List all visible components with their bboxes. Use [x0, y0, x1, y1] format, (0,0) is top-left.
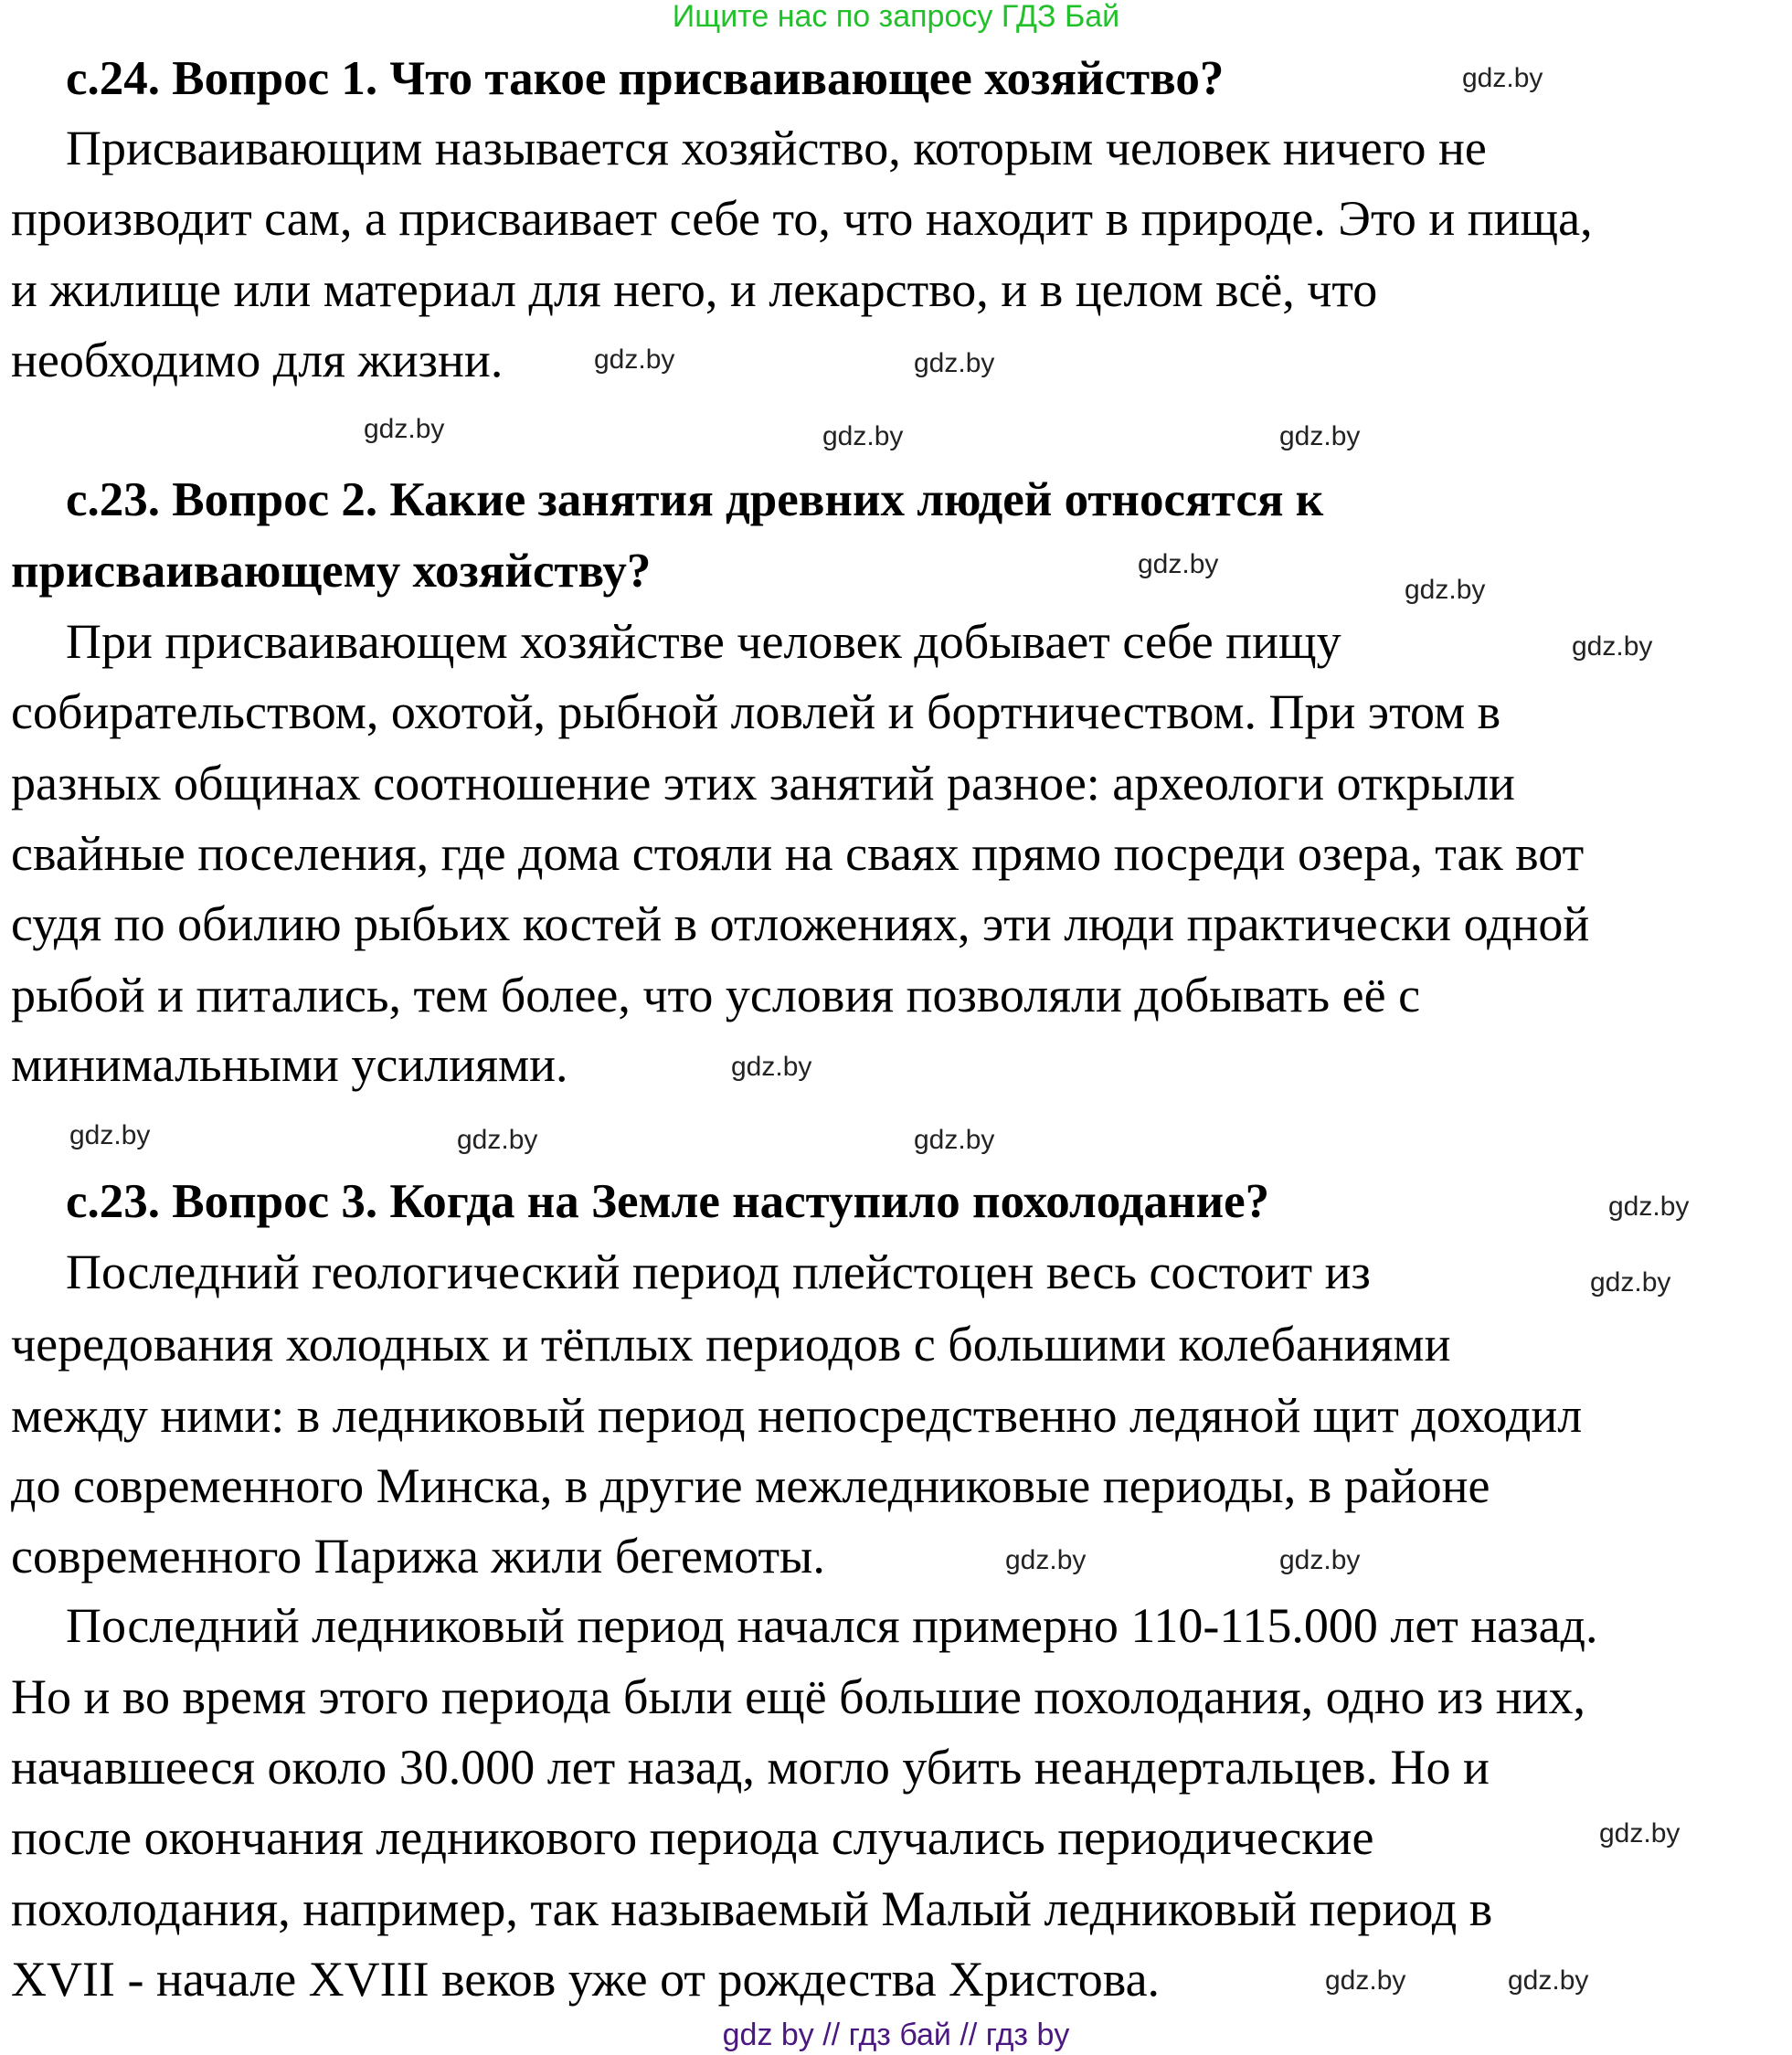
watermark: gdz.by: [69, 1120, 151, 1150]
watermark: gdz.by: [1405, 575, 1486, 605]
answer-line: Последний геологический период плейстоцен весь состоит из: [66, 1245, 1371, 1299]
answer-line: рыбой и питались, тем более, что условия позволяли добывать её с: [11, 968, 1421, 1022]
footer-links: gdz by // гдз бай // гдз by: [722, 2018, 1070, 2052]
watermark: gdz.by: [731, 1052, 812, 1082]
watermark: gdz.by: [1005, 1545, 1087, 1575]
search-hint-banner: Ищите нас по запросу ГДЗ Бай: [672, 0, 1120, 34]
answer-line: Присваивающим называется хозяйство, которым человек ничего не: [66, 121, 1487, 175]
watermark: gdz.by: [914, 1125, 995, 1155]
question-3-title: с.23. Вопрос 3. Когда на Земле наступило похолодание?: [66, 1175, 1270, 1228]
answer-line: XVII - начале XVIII веков уже от рождества Христова.: [11, 1952, 1161, 2007]
watermark: gdz.by: [1462, 63, 1543, 93]
watermark: gdz.by: [1279, 421, 1361, 451]
watermark: gdz.by: [594, 344, 675, 375]
watermark: gdz.by: [1572, 631, 1653, 662]
answer-line: и жилище или материал для него, и лекарство, и в целом всё, что: [11, 262, 1378, 317]
answer-line: судя по обилию рыбьих костей в отложениях, эти люди практически одной: [11, 896, 1590, 951]
answer-line: необходимо для жизни.: [11, 333, 504, 387]
answer-line: между ними: в ледниковый период непосредственно ледяной щит доходил: [11, 1388, 1583, 1443]
watermark: gdz.by: [457, 1125, 538, 1155]
question-2-title-cont: присваивающему хозяйству?: [11, 545, 652, 598]
answer-line: Но и во время этого периода были ещё большие похолодания, одно из них,: [11, 1669, 1586, 1724]
answer-line: свайные поселения, где дома стояли на сваях прямо посреди озера, так вот: [11, 826, 1585, 881]
watermark: gdz.by: [1138, 549, 1219, 579]
answer-line: после окончания ледникового периода случались периодические: [11, 1810, 1374, 1865]
question-1-title: с.24. Вопрос 1. Что такое присваивающее хозяйство?: [66, 52, 1225, 105]
answer-line: производит сам, а присваивает себе то, что находит в природе. Это и пища,: [11, 191, 1593, 246]
question-2-title: с.23. Вопрос 2. Какие занятия древних людей относятся к: [66, 473, 1324, 526]
watermark: gdz.by: [1599, 1818, 1681, 1848]
watermark: gdz.by: [1608, 1192, 1690, 1222]
answer-line: При присваивающем хозяйстве человек добывает себе пищу: [66, 614, 1341, 669]
watermark: gdz.by: [1508, 1965, 1589, 1996]
watermark: gdz.by: [364, 414, 445, 444]
answer-line: Последний ледниковый период начался примерно 110-115.000 лет назад.: [66, 1598, 1598, 1653]
watermark: gdz.by: [914, 348, 995, 378]
watermark: gdz.by: [1590, 1267, 1671, 1298]
watermark: gdz.by: [822, 421, 904, 451]
answer-line: современного Парижа жили бегемоты.: [11, 1529, 825, 1584]
answer-line: чередования холодных и тёплых периодов с большими колебаниями: [11, 1317, 1451, 1372]
watermark: gdz.by: [1325, 1965, 1406, 1996]
answer-line: до современного Минска, в другие межледниковые периоды, в районе: [11, 1458, 1490, 1513]
answer-line: минимальными усилиями.: [11, 1037, 568, 1092]
answer-line: начавшееся около 30.000 лет назад, могло убить неандертальцев. Но и: [11, 1740, 1490, 1795]
answer-line: похолодания, например, так называемый Малый ледниковый период в: [11, 1881, 1493, 1936]
answer-line: разных общинах соотношение этих занятий разное: археологи открыли: [11, 756, 1515, 810]
watermark: gdz.by: [1279, 1545, 1361, 1575]
answer-line: собирательством, охотой, рыбной ловлей и бортничеством. При этом в: [11, 684, 1501, 739]
